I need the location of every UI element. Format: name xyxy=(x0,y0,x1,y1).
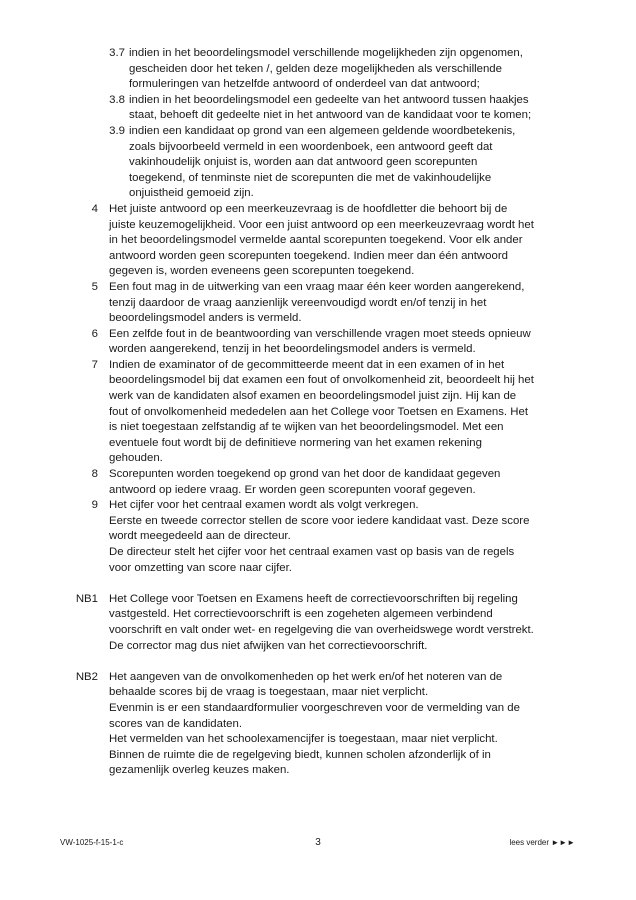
text-line: De corrector mag dus niet afwijken van het correctievoorschrift. xyxy=(109,639,428,652)
rule-item xyxy=(0,46,636,93)
text-line: formuleringen van hetzelfde antwoord of onderdeel van dat antwoord; xyxy=(129,78,480,91)
rule-item xyxy=(0,358,636,467)
rule-text xyxy=(109,670,583,779)
text-line: Eerste en tweede corrector stellen de score voor iedere kandidaat vast. Deze score xyxy=(109,514,530,527)
text-line: antwoord worden geen scorepunten toegekend. Indien meer dan één antwoord xyxy=(109,249,508,262)
text-line: Een zelfde fout in de beantwoording van verschillende vragen moet steeds opnieuw xyxy=(109,327,531,340)
text-line: Het vermelden van het schoolexamencijfer is toegestaan, maar niet verplicht. xyxy=(109,733,498,746)
text-line: vakinhoudelijk onjuist is, worden aan dat antwoord geen scorepunten xyxy=(129,156,478,169)
rule-item xyxy=(0,592,636,654)
text-line: scores van de kandidaten. xyxy=(109,717,242,730)
rule-item xyxy=(0,327,636,358)
text-line: gegeven is, worden eveneens geen scorepunten toegekend. xyxy=(109,265,415,278)
rule-text xyxy=(109,592,583,654)
text-line: staat, behoeft dit gedeelte niet in het antwoord van de kandidaat voor te komen; xyxy=(129,109,532,122)
rule-number: 9 xyxy=(91,499,98,512)
text-line: tenzij daardoor de vraag aanzienlijk vereenvoudigd wordt en/of tenzij in het xyxy=(109,296,487,309)
text-line: beoordelingsmodel bij dat examen een fout of onvolkomenheid zit, beoordeelt hij het xyxy=(109,374,534,387)
rule-number: 7 xyxy=(91,358,98,371)
text-line: Binnen de ruimte die de regelgeving biedt, kunnen scholen afzonderlijk of in xyxy=(109,748,491,761)
rule-text xyxy=(109,498,583,576)
rule-text xyxy=(129,46,583,93)
rule-number: 8 xyxy=(91,468,98,481)
text-line: Het juiste antwoord op een meerkeuzevraag is de hoofdletter die behoort bij de xyxy=(109,202,508,215)
text-line: fout of onvolkomenheid mededelen aan het College voor Toetsen en Examens. Het xyxy=(109,405,528,418)
document-code: VW-1025-f-15-1-c xyxy=(60,838,124,847)
text-line: Het aangeven van de onvolkomenheden op het werk en/of het noteren van de xyxy=(109,670,503,683)
text-line: Scorepunten worden toegekend op grond van het door de kandidaat gegeven xyxy=(109,468,501,481)
rule-text xyxy=(109,280,583,327)
text-line: in het beoordelingsmodel vermelde aantal scorepunten toegekend. Voor elk ander xyxy=(109,234,523,247)
rule-item xyxy=(0,670,636,779)
rule-item xyxy=(0,498,636,576)
text-line: antwoord op iedere vraag. Er worden geen scorepunten vooraf gegeven. xyxy=(109,483,476,496)
rule-item xyxy=(0,467,636,498)
text-line: werk van de kandidaten alsof examen en beoordelingsmodel juist zijn. Hij kan de xyxy=(109,390,517,403)
rule-text xyxy=(109,358,583,467)
rule-item xyxy=(0,202,636,280)
text-line: Indien de examinator of de gecommitteerde meent dat in een examen of in het xyxy=(109,358,505,371)
rule-number: 3.9 xyxy=(109,124,125,137)
text-line: Het College voor Toetsen en Examens heeft de correctievoorschriften bij regeling xyxy=(109,592,518,605)
text-line: eventuele fout wordt bij de definitieve normering van het examen rekening xyxy=(109,436,482,449)
rule-number: 3.7 xyxy=(109,47,125,59)
text-line: gehouden. xyxy=(109,452,163,465)
rule-item xyxy=(0,280,636,327)
text-line: worden aangerekend, tenzij in het beoordelingsmodel anders is vermeld. xyxy=(109,343,476,356)
text-line: De directeur stelt het cijfer voor het centraal examen vast op basis van de regels xyxy=(109,546,515,558)
text-line: toegekend, of tenminste niet de scorepunten die met de vakinhoudelijke xyxy=(129,171,492,184)
continue-notice: lees verder ►►► xyxy=(509,838,575,847)
text-line: beoordelingsmodel anders is vermeld. xyxy=(109,312,302,325)
rule-number: 5 xyxy=(91,280,98,293)
rule-number: 3.8 xyxy=(109,93,125,106)
text-line: zoals bijvoorbeeld vermeld in een woordenboek, een antwoord geeft dat xyxy=(129,140,493,153)
text-line: behaalde scores bij de vraag is toegestaan, maar niet verplicht. xyxy=(109,686,429,699)
text-line: onjuistheid gemoeid zijn. xyxy=(129,187,254,200)
rule-number: 4 xyxy=(91,202,98,215)
text-line: voor omzetting van score naar cijfer. xyxy=(109,561,292,574)
rule-number: 6 xyxy=(91,327,98,340)
text-line: indien in het beoordelingsmodel een gedeelte van het antwoord tussen haakjes xyxy=(129,93,529,106)
section-gap xyxy=(0,576,636,592)
text-line: gescheiden door het teken /, gelden deze mogelijkheden als verschillende xyxy=(129,62,502,75)
text-line: indien in het beoordelingsmodel verschillende mogelijkheden zijn opgenomen, xyxy=(129,47,523,59)
rule-number: NB1 xyxy=(75,592,98,605)
text-line: is niet toegestaan zelfstandig af te wijken van het beoordelingsmodel. Met een xyxy=(109,421,504,434)
rule-item xyxy=(0,124,636,202)
text-line: Het cijfer voor het centraal examen wordt als volgt verkregen. xyxy=(109,499,419,512)
rule-text xyxy=(129,93,583,124)
text-line: voorschrift en valt onder wet- en regelgeving die van overheidswege wordt verstrekt. xyxy=(109,623,534,636)
text-line: vastgesteld. Het correctievoorschrift is een zogeheten algemeen verbindend xyxy=(109,608,493,621)
rule-text xyxy=(129,124,583,202)
section-gap xyxy=(0,654,636,670)
text-line: indien een kandidaat op grond van een algemeen geldende woordbetekenis, xyxy=(129,124,516,137)
rule-text xyxy=(109,327,583,358)
page-body xyxy=(0,46,636,779)
text-line: juiste keuzemogelijkheid. Voor een juist antwoord op een meerkeuzevraag wordt het xyxy=(109,218,534,231)
text-line: Een fout mag in de uitwerking van een vraag maar één keer worden aangerekend, xyxy=(109,280,525,293)
page-number: 3 xyxy=(315,837,321,848)
rule-text xyxy=(109,467,583,498)
text-line: gezamenlijk overleg keuzes maken. xyxy=(109,764,290,777)
rule-number: NB2 xyxy=(75,670,98,683)
text-line: Evenmin is er een standaardformulier voorgeschreven voor de vermelding van de xyxy=(109,701,520,714)
rule-item xyxy=(0,93,636,124)
text-line: wordt meegedeeld aan de directeur. xyxy=(109,530,291,543)
rule-text xyxy=(109,202,583,280)
